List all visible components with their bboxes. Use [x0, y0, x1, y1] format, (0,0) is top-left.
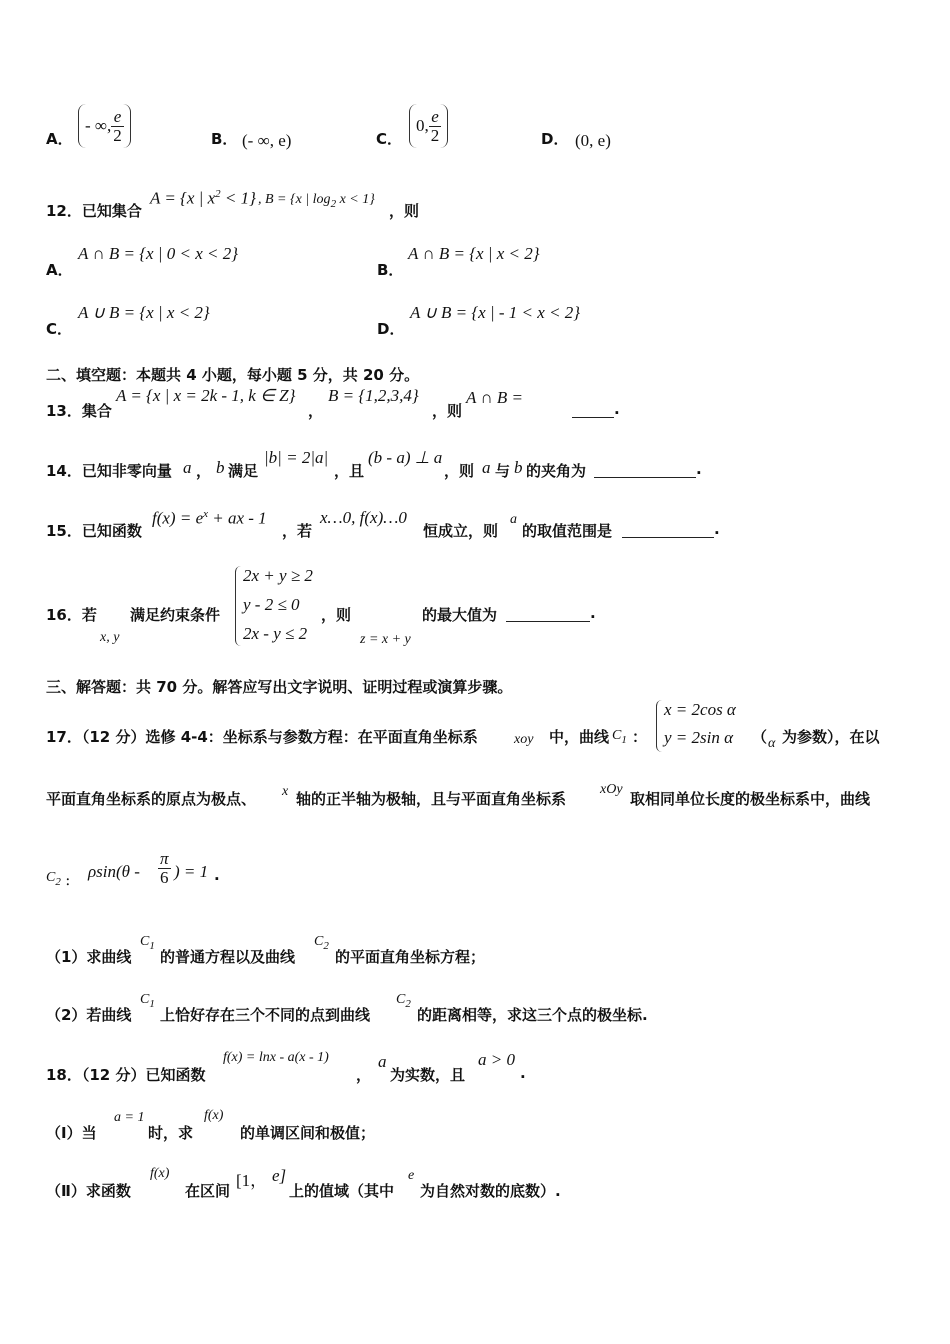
q17-eq1: x = 2cos α	[664, 700, 736, 719]
q13-mid: ，则	[432, 402, 463, 420]
section-3-heading: 三、解答题：共 70 分。解答应写出文字说明、证明过程或演算步骤。	[46, 678, 513, 696]
q17-line2a: 平面直角坐标系的原点为极点、	[46, 790, 257, 808]
q14-mid3: ，则	[444, 462, 475, 480]
q17-line2b: 轴的正半轴为极轴，且与平面直角坐标系	[296, 790, 567, 808]
q18-p1-pre: （Ⅰ）当	[46, 1124, 97, 1142]
q16-end: .	[590, 604, 596, 622]
q17-p1-c1-sub: 1	[149, 939, 155, 952]
q11-a-den: 2	[113, 125, 122, 145]
q16-constraint-1: 2x + y ≥ 2	[243, 566, 313, 585]
q14-vec-a: a	[183, 458, 192, 477]
q16-mid: 满足约束条件	[130, 606, 221, 624]
q14-end: .	[696, 460, 702, 478]
q17-alpha: α	[768, 736, 776, 751]
q12-d-label: D．	[377, 320, 405, 338]
q18-pre: 18．（12 分）已知函数	[46, 1066, 206, 1084]
q11-a-num: e	[111, 108, 124, 127]
q15-func	[152, 508, 267, 529]
q14-vec-b: b	[216, 458, 225, 477]
q12-c-label: C．	[46, 320, 73, 338]
q17-polar-post: ) = 1	[174, 862, 209, 881]
q13-comma: ，	[308, 402, 324, 420]
q16-vars: x, y	[100, 630, 120, 645]
q17-c2-text: C	[46, 870, 56, 885]
q11-c-expr	[409, 104, 448, 148]
q12-set-b-sub: 2	[330, 197, 337, 210]
q14-with: 与	[495, 462, 511, 480]
q18-p2-interval-b: e]	[272, 1166, 287, 1185]
q17-p2-c2	[396, 992, 411, 1010]
q13-expr: A ∩ B =	[466, 388, 523, 407]
q17-c1	[612, 728, 627, 746]
q15-func-text: f(x) = e	[152, 508, 204, 528]
q14-cond2: (b - a) ⊥ a	[368, 448, 443, 467]
q12-b-label: B．	[377, 261, 404, 279]
q11-d-label: D．	[541, 130, 569, 148]
q11-b-expr: (- ∞, e)	[242, 131, 292, 150]
q17-c1-sub: 1	[621, 733, 627, 746]
q12-a-expr: A ∩ B = {x | 0 < x < 2}	[78, 244, 239, 263]
q17-xoy: xoy	[514, 732, 534, 747]
q18-p1-post: 的单调区间和极值；	[240, 1124, 376, 1142]
q17-p1-post: 的平面直角坐标方程；	[335, 948, 486, 966]
q17-p1-pre: （1）求曲线	[46, 948, 132, 966]
q17-pre: 17．（12 分）选修 4-4：坐标系与参数方程：在平面直角坐标系	[46, 728, 478, 746]
q12-c-expr: A ∪ B = {x | x < 2}	[78, 303, 210, 322]
q17-mid: 中，曲线	[549, 728, 610, 746]
section-2-heading: 二、填空题：本题共 4 小题，每小题 5 分，共 20 分。	[46, 366, 420, 384]
q17-c2-colon: ：	[65, 874, 78, 888]
q17-paren: （	[752, 728, 768, 746]
q17-c1-text: C	[612, 728, 622, 743]
q18-p1-mid: 时，求	[148, 1124, 194, 1142]
q17-pi-over-6	[158, 850, 171, 887]
q16-constraint-3: 2x - y ≤ 2	[243, 624, 308, 643]
q12-b-expr: A ∩ B = {x | x < 2}	[408, 244, 540, 263]
q17-p1-c2	[314, 934, 329, 952]
q17-colon: ：	[632, 728, 648, 746]
q13-set-a: A = {x | x = 2k - 1, k ∈ Z}	[116, 386, 296, 405]
q12-set-a	[150, 188, 256, 209]
q11-b-label: B．	[211, 130, 238, 148]
q17-p2-c1-sub: 1	[149, 997, 155, 1010]
q15-post2: 的取值范围是	[522, 522, 613, 540]
q18-p1-cond: a = 1	[114, 1110, 145, 1125]
q11-a-open: - ∞,	[85, 116, 112, 135]
q18-p2-post1: 上的值域（其中	[289, 1182, 395, 1200]
q14-mid: 满足	[228, 462, 259, 480]
q16-pre: 16．若	[46, 606, 97, 624]
q18-cond: a > 0	[478, 1050, 515, 1069]
q12-d-expr: A ∪ B = {x | - 1 < x < 2}	[410, 303, 581, 322]
q17-p2-c2-sub: 2	[405, 997, 411, 1010]
q17-six: 6	[160, 867, 169, 887]
q18-p2-e: e	[408, 1168, 415, 1183]
q11-c-den: 2	[430, 125, 440, 145]
q12-set-b-post: x < 1}	[336, 192, 375, 207]
q14-post: 的夹角为	[526, 462, 587, 480]
q18-p2-interval-a: [1，	[236, 1171, 268, 1190]
q17-c2-sub: 2	[55, 875, 61, 888]
q18-p2-pre: （Ⅱ）求函数	[46, 1182, 131, 1200]
q16-constraint-2: y - 2 ≤ 0	[243, 595, 300, 614]
q18-comma: ，	[356, 1066, 372, 1084]
q15-answer-blank[interactable]	[622, 536, 714, 538]
q17-p1-c2-text: C	[314, 934, 324, 949]
q12-set-a-sup: 2	[215, 188, 221, 200]
q15-mid: ，若	[282, 522, 313, 540]
q12-stem-pre: 12．已知集合	[46, 202, 142, 220]
q17-p2-c2-text: C	[396, 992, 406, 1007]
q11-c-num: e	[429, 108, 442, 127]
q12-a-label: A．	[46, 261, 73, 279]
q11-d-expr: (0, e)	[575, 131, 611, 150]
q14-mid2: ，且	[334, 462, 365, 480]
q18-p1-func: f(x)	[204, 1108, 224, 1123]
q17-p2-post: 的距离相等，求这三个点的极坐标.	[417, 1006, 648, 1024]
q16-answer-blank[interactable]	[506, 620, 590, 622]
q14-sep: ，	[196, 462, 212, 480]
q13-set-b: B = {1,2,3,4}	[328, 386, 419, 405]
q11-a-expr	[78, 104, 131, 148]
q17-p1-c1	[140, 934, 155, 952]
q15-post1: 恒成立，则	[423, 522, 499, 540]
q15-pre: 15．已知函数	[46, 522, 142, 540]
q17-p2-c1-text: C	[140, 992, 150, 1007]
q15-end: .	[714, 520, 720, 538]
q15-param-a: a	[510, 512, 517, 527]
q14-vec-b2: b	[514, 458, 523, 477]
q16-mid2: ，则	[321, 606, 352, 624]
q17-brace	[656, 700, 663, 752]
q13-answer-blank[interactable]	[572, 416, 614, 418]
q18-end: .	[520, 1064, 526, 1082]
q17-post: 为参数），在以	[782, 728, 880, 746]
q17-c2	[46, 870, 61, 888]
q12-set-a-post: < 1}	[220, 188, 256, 208]
q14-vec-a2: a	[482, 458, 491, 477]
q15-cond: x…0, f(x)…0	[320, 508, 407, 527]
q13-end: .	[614, 400, 620, 418]
q18-p2-mid: 在区间	[185, 1182, 231, 1200]
q12-set-a-text: A = {x | x	[150, 188, 216, 208]
q11-c-label: C．	[376, 130, 403, 148]
q14-cond1: |b| = 2|a|	[264, 448, 329, 467]
q17-pi: π	[160, 849, 169, 868]
q16-post: 的最大值为	[422, 606, 498, 624]
q16-objective: z = x + y	[360, 632, 411, 647]
q16-brace	[235, 566, 242, 646]
q17-line2c: 取相同单位长度的极坐标系中，曲线	[630, 790, 871, 808]
q12-set-b	[258, 192, 375, 210]
q17-p1-c1-text: C	[140, 934, 150, 949]
q17-p2-c1	[140, 992, 155, 1010]
q18-p2-func: f(x)	[150, 1166, 170, 1181]
q11-a-label: A．	[46, 130, 73, 148]
q18-p2-post2: 为自然对数的底数）.	[420, 1182, 561, 1200]
q17-p2-pre: （2）若曲线	[46, 1006, 132, 1024]
q11-c-open: 0,	[416, 116, 429, 135]
q13-pre: 13．集合	[46, 402, 112, 420]
q18-param-a: a	[378, 1052, 387, 1071]
q17-dot: .	[214, 866, 220, 884]
q12-set-b-text: , B = {x | log	[258, 192, 331, 207]
q17-p1-c2-sub: 2	[323, 939, 329, 952]
q14-answer-blank[interactable]	[594, 476, 696, 478]
q17-x: x	[282, 784, 289, 799]
q14-pre: 14．已知非零向量	[46, 462, 172, 480]
q17-xoy2: xOy	[600, 782, 623, 797]
q18-mid: 为实数，且	[390, 1066, 466, 1084]
q17-p1-mid: 的普通方程以及曲线	[160, 948, 296, 966]
q12-stem-post: ，则	[389, 202, 420, 220]
q17-p2-mid: 上恰好存在三个不同的点到曲线	[160, 1006, 371, 1024]
q15-func-sup: x	[203, 508, 208, 520]
q15-func-post: + ax - 1	[208, 508, 267, 528]
q18-func: f(x) = lnx - a(x - 1)	[223, 1050, 329, 1065]
q17-eq2: y = 2sin α	[664, 728, 734, 747]
q17-polar-pre: ρsin(θ -	[88, 862, 140, 881]
